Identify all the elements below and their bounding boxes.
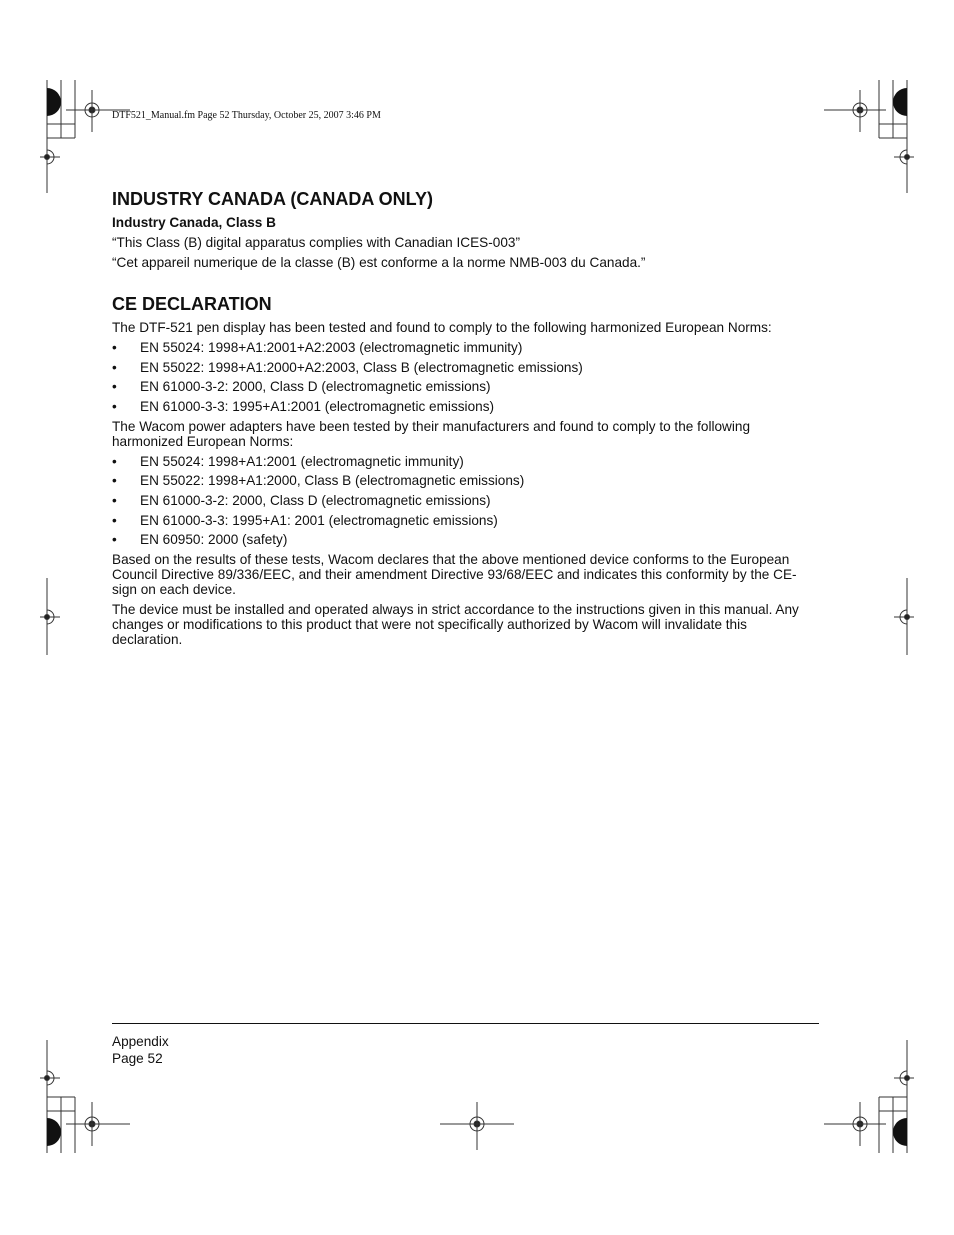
ce-declaration-heading: CE DECLARATION: [112, 294, 272, 314]
list-item: • EN 61000-3-3: 1995+A1:2001 (electromagnetic emissions): [112, 398, 495, 414]
list-item: • EN 61000-3-3: 1995+A1: 2001 (electromagnetic emissions): [112, 512, 498, 528]
adapter-norms-list: [112, 454, 820, 547]
bullet: •: [112, 512, 117, 528]
ce-conclusion: Based on the results of these tests, Wacom declares that the above mentioned device conforms to the European Council Directive 89/336/EEC, and their amendment Directive 93/68/EEC and indicates this conformity by the CE-sign on each device.: [112, 552, 797, 598]
bullet: •: [112, 359, 117, 375]
bullet: •: [112, 340, 117, 355]
ce-instructions: The device must be installed and operated always in strict accordance to the instructions given in this manual. Any changes or modifications to this product that were not specifically authorized by Wacom will invalidate this declaration.: [112, 602, 799, 648]
page-footer: [112, 1033, 169, 1067]
list-item: • EN 55022: 1998+A1:2000+A2:2003, Class B (electromagnetic emissions): [112, 359, 583, 375]
list-item: • EN 61000-3-2: 2000, Class D (electromagnetic emissions): [112, 379, 491, 395]
footer-rule: [112, 1023, 819, 1024]
bullet: •: [112, 398, 117, 414]
industry-canada-subheading: Industry Canada, Class B: [112, 215, 276, 230]
industry-canada-line-en: “This Class (B) digital apparatus complies with Canadian ICES-003”: [112, 235, 520, 250]
bullet: •: [112, 473, 117, 489]
industry-canada-heading: INDUSTRY CANADA (CANADA ONLY): [112, 189, 434, 209]
print-slug: DTF521_Manual.fm Page 52 Thursday, October 25, 2007 3:46 PM: [112, 110, 381, 121]
ce-intro: The DTF-521 pen display has been tested and found to comply to the following harmonized European Norms:: [112, 320, 772, 335]
list-item: • EN 55024: 1998+A1:2001+A2:2003 (electromagnetic immunity): [112, 340, 523, 355]
bullet: •: [112, 453, 117, 469]
list-item: • EN 61000-3-2: 2000, Class D (electromagnetic emissions): [112, 492, 491, 508]
page-number: Page 52: [112, 1051, 163, 1066]
page-content: [112, 189, 820, 652]
bullet: •: [112, 532, 117, 548]
footer-section: Appendix: [112, 1034, 169, 1049]
industry-canada-line-fr: “Cet appareil numerique de la classe (B) est conforme a la norme NMB-003 du Canada.”: [112, 255, 646, 270]
adapters-intro: The Wacom power adapters have been tested by their manufacturers and found to comply to the following harmonized European Norms:: [112, 418, 751, 449]
bullet: •: [112, 492, 117, 508]
device-norms-list: [112, 340, 820, 414]
bullet: •: [112, 379, 117, 395]
list-item: • EN 60950: 2000 (safety): [112, 532, 288, 548]
list-item: • EN 55022: 1998+A1:2000, Class B (electromagnetic emissions): [112, 473, 525, 489]
list-item: • EN 55024: 1998+A1:2001 (electromagnetic immunity): [112, 453, 464, 469]
